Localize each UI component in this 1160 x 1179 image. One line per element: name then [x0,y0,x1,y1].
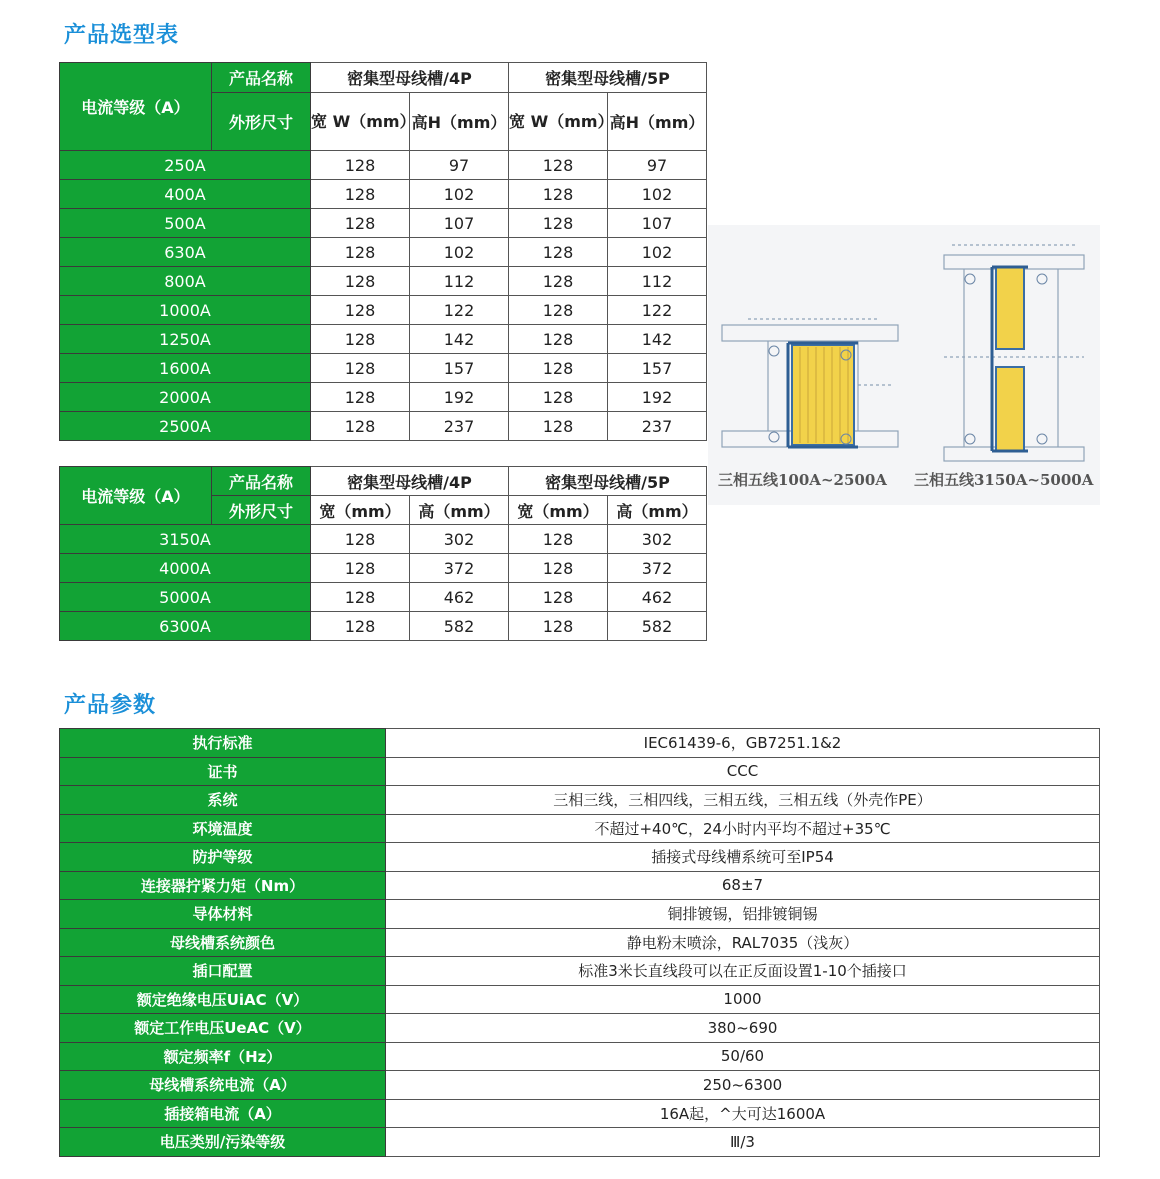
col-5p-header: 密集型母线槽/5P [509,467,707,496]
param-label: 导体材料 [60,900,386,929]
param-label: 防护等级 [60,843,386,872]
current-grade-header: 电流等级（A） [60,467,212,525]
dimension-cell: 128 [509,383,608,412]
selection-table-2 [59,466,707,641]
param-label: 插接箱电流（A） [60,1099,386,1128]
dimension-cell: 237 [608,412,707,441]
param-row [60,1099,1100,1128]
param-value: 380~690 [386,1014,1100,1043]
dimension-cell: 128 [509,554,608,583]
dimension-cell: 128 [311,525,410,554]
sub-header: 高H（mm） [608,93,707,151]
dimension-cell: 128 [509,583,608,612]
current-grade-cell: 1250A [60,325,311,354]
dimension-cell: 128 [311,238,410,267]
dimension-cell: 97 [608,151,707,180]
dimension-cell: 128 [509,267,608,296]
dimension-cell: 128 [311,180,410,209]
dimension-cell: 128 [311,383,410,412]
table-row [60,554,707,583]
current-grade-cell: 250A [60,151,311,180]
param-value: 不超过+40℃，24小时内平均不超过+35℃ [386,814,1100,843]
dimension-cell: 102 [410,238,509,267]
param-row [60,814,1100,843]
diagram-caption-left: 三相五线100A~2500A [718,471,887,489]
dimension-cell: 128 [311,583,410,612]
param-row [60,957,1100,986]
dimension-cell: 107 [608,209,707,238]
param-label: 系统 [60,786,386,815]
table-row [60,151,707,180]
sub-header: 宽 W（mm） [311,93,410,151]
current-grade-cell: 6300A [60,612,311,641]
dimension-cell: 122 [608,296,707,325]
param-row [60,900,1100,929]
sub-header: 高（mm） [410,496,509,525]
param-label: 母线槽系统电流（A） [60,1071,386,1100]
dimension-cell: 128 [509,354,608,383]
params-table [59,728,1100,1157]
current-grade-cell: 5000A [60,583,311,612]
param-value: 插接式母线槽系统可至IP54 [386,843,1100,872]
col-4p-header: 密集型母线槽/4P [311,467,509,496]
dimension-cell: 112 [608,267,707,296]
param-label: 执行标准 [60,729,386,758]
dimension-cell: 102 [608,238,707,267]
dimension-cell: 128 [509,325,608,354]
dimension-cell: 128 [311,209,410,238]
param-value: 静电粉末喷涂，RAL7035（浅灰） [386,928,1100,957]
dimension-cell: 142 [410,325,509,354]
dimension-header: 外形尺寸 [212,93,311,151]
table-row [60,383,707,412]
param-value: Ⅲ/3 [386,1128,1100,1157]
dimension-cell: 192 [608,383,707,412]
selection-table-1 [59,62,707,441]
current-grade-cell: 800A [60,267,311,296]
current-grade-cell: 1600A [60,354,311,383]
dimension-cell: 97 [410,151,509,180]
param-value: 标准3米长直线段可以在正反面设置1-10个插接口 [386,957,1100,986]
param-value: 50/60 [386,1042,1100,1071]
param-row [60,1042,1100,1071]
current-grade-header: 电流等级（A） [60,63,212,151]
dimension-cell: 302 [410,525,509,554]
current-grade-cell: 2500A [60,412,311,441]
col-4p-header: 密集型母线槽/4P [311,63,509,93]
table-row [60,209,707,238]
param-label: 连接器拧紧力矩（Nm） [60,871,386,900]
dimension-cell: 157 [608,354,707,383]
param-row [60,757,1100,786]
dimension-cell: 102 [410,180,509,209]
param-row [60,786,1100,815]
product-name-header: 产品名称 [212,63,311,93]
param-label: 额定频率f（Hz） [60,1042,386,1071]
current-grade-cell: 400A [60,180,311,209]
dimension-cell: 128 [509,412,608,441]
dimension-cell: 462 [410,583,509,612]
sub-header: 宽 W（mm） [509,93,608,151]
table-row [60,180,707,209]
dimension-cell: 107 [410,209,509,238]
sub-header: 宽（mm） [311,496,410,525]
dimension-cell: 302 [608,525,707,554]
sub-header: 宽（mm） [509,496,608,525]
table-row [60,354,707,383]
table-row [60,238,707,267]
dimension-cell: 128 [311,612,410,641]
current-grade-cell: 3150A [60,525,311,554]
diagram-caption-right: 三相五线3150A~5000A [914,471,1094,489]
dimension-cell: 102 [608,180,707,209]
param-row [60,985,1100,1014]
table-row [60,267,707,296]
dimension-cell: 128 [311,412,410,441]
dimension-cell: 128 [509,612,608,641]
dimension-cell: 372 [608,554,707,583]
dimension-cell: 582 [608,612,707,641]
dimension-cell: 582 [410,612,509,641]
busbar-diagram-area [708,225,1100,505]
table-row [60,583,707,612]
dimension-cell: 128 [311,354,410,383]
busbar-cross-section-diagrams [708,225,1100,505]
param-row [60,1014,1100,1043]
dimension-cell: 142 [608,325,707,354]
param-row [60,729,1100,758]
dimension-cell: 237 [410,412,509,441]
dimension-cell: 157 [410,354,509,383]
dimension-cell: 192 [410,383,509,412]
param-value: 三相三线，三相四线，三相五线，三相五线（外壳作PE） [386,786,1100,815]
current-grade-cell: 630A [60,238,311,267]
current-grade-cell: 1000A [60,296,311,325]
selection-title: 产品选型表 [64,23,180,48]
dimension-header: 外形尺寸 [212,496,311,525]
param-label: 额定绝缘电压UiAC（V） [60,985,386,1014]
dimension-cell: 128 [509,209,608,238]
dimension-cell: 128 [311,296,410,325]
param-value: CCC [386,757,1100,786]
param-row [60,871,1100,900]
dimension-cell: 128 [311,151,410,180]
dimension-cell: 128 [311,267,410,296]
param-value: IEC61439-6，GB7251.1&2 [386,729,1100,758]
current-grade-cell: 4000A [60,554,311,583]
sub-header: 高（mm） [608,496,707,525]
param-row [60,1128,1100,1157]
current-grade-cell: 500A [60,209,311,238]
param-value: 250~6300 [386,1071,1100,1100]
dimension-cell: 112 [410,267,509,296]
dimension-cell: 462 [608,583,707,612]
table-row [60,296,707,325]
param-label: 母线槽系统颜色 [60,928,386,957]
current-grade-cell: 2000A [60,383,311,412]
dimension-cell: 372 [410,554,509,583]
param-value: 1000 [386,985,1100,1014]
dimension-cell: 128 [509,238,608,267]
param-value: 16A起，^大可达1600A [386,1099,1100,1128]
dimension-cell: 128 [311,325,410,354]
param-label: 额定工作电压UeAC（V） [60,1014,386,1043]
dimension-cell: 128 [509,296,608,325]
product-name-header: 产品名称 [212,467,311,496]
param-row [60,843,1100,872]
param-label: 电压类别/污染等级 [60,1128,386,1157]
param-label: 环境温度 [60,814,386,843]
dimension-cell: 128 [509,180,608,209]
param-label: 证书 [60,757,386,786]
dimension-cell: 122 [410,296,509,325]
dimension-cell: 128 [311,554,410,583]
param-value: 68±7 [386,871,1100,900]
params-title: 产品参数 [64,693,157,718]
col-5p-header: 密集型母线槽/5P [509,63,707,93]
table-row [60,412,707,441]
dimension-cell: 128 [509,525,608,554]
sub-header: 高H（mm） [410,93,509,151]
table-row [60,612,707,641]
param-label: 插口配置 [60,957,386,986]
param-value: 铜排镀锡，铝排镀铜锡 [386,900,1100,929]
param-row [60,1071,1100,1100]
table-row [60,325,707,354]
dimension-cell: 128 [509,151,608,180]
table-row [60,525,707,554]
param-row [60,928,1100,957]
